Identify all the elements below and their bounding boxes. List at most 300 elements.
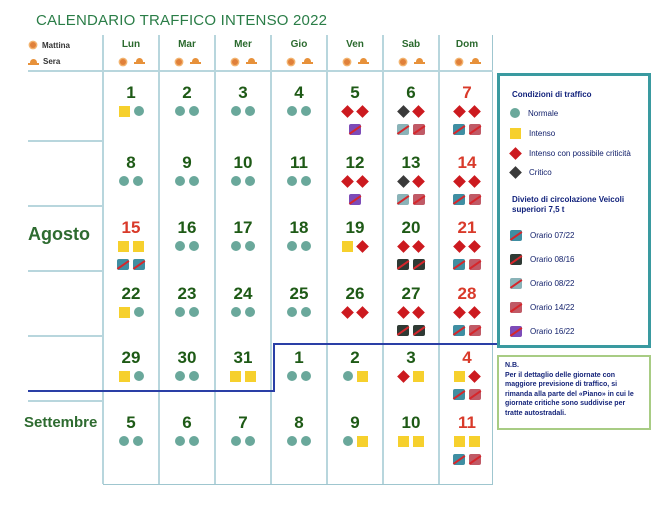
intense-square-icon	[454, 371, 465, 382]
normal-circle-icon	[175, 307, 185, 317]
normal-circle-icon	[189, 176, 199, 186]
normal-circle-icon	[189, 371, 199, 381]
traffic-symbols	[383, 307, 439, 318]
day-header-icons	[271, 57, 327, 67]
month-boundary-line	[275, 343, 497, 345]
day-number: 13	[401, 153, 421, 172]
day-number: 4	[462, 348, 472, 367]
normal-circle-icon	[287, 436, 297, 446]
day-cell	[327, 218, 383, 280]
day-number: 3	[406, 348, 416, 367]
ban-symbols	[439, 124, 495, 135]
intense-square-icon	[119, 371, 130, 382]
month-label-august: Agosto	[28, 224, 90, 244]
truck-ban-icon	[413, 259, 425, 270]
normal-circle-icon	[231, 241, 241, 251]
sun-icon	[398, 57, 408, 67]
traffic-symbols	[383, 371, 439, 382]
truck-ban-icon	[349, 124, 361, 135]
normal-circle-icon	[301, 436, 311, 446]
day-number: 20	[401, 218, 421, 237]
day-number: 16	[177, 218, 197, 237]
day-number: 18	[289, 218, 309, 237]
sunset-icon	[134, 57, 145, 64]
day-number: 23	[177, 284, 197, 303]
day-cell	[215, 218, 271, 280]
day-number: 28	[457, 284, 477, 303]
legend-item-intense: Intenso	[510, 128, 555, 139]
sunset-icon	[246, 57, 257, 64]
normal-circle-icon	[189, 241, 199, 251]
day-cell	[383, 413, 439, 475]
normal-circle-icon	[301, 371, 311, 381]
day-number: 11	[458, 413, 476, 432]
month-boundary-line	[273, 343, 275, 392]
normal-circle-icon	[245, 106, 255, 116]
day-cell	[103, 153, 159, 215]
truck-ban-icon	[397, 124, 409, 135]
day-cell	[439, 218, 495, 280]
critical-diamond-icon	[509, 166, 522, 179]
traffic-symbols	[439, 436, 495, 447]
truck-ban-icon	[510, 278, 522, 289]
day-cell	[215, 153, 271, 215]
normal-circle-icon	[287, 241, 297, 251]
truck-ban-icon	[397, 259, 409, 270]
critical-diamond-icon	[397, 105, 410, 118]
day-number: 31	[233, 348, 253, 367]
ban-symbols	[439, 259, 495, 270]
ban-symbols	[439, 389, 495, 400]
sunset-icon	[302, 57, 313, 64]
intense-critical-diamond-icon	[468, 306, 481, 319]
intense-critical-diamond-icon	[356, 306, 369, 319]
intense-square-icon	[398, 436, 409, 447]
intense-critical-diamond-icon	[356, 175, 369, 188]
traffic-symbols	[383, 241, 439, 252]
day-number: 9	[350, 413, 360, 432]
intense-critical-diamond-icon	[356, 240, 369, 253]
intense-critical-diamond-icon	[453, 105, 466, 118]
day-cell	[327, 348, 383, 410]
grid-line	[28, 400, 103, 402]
day-number: 10	[401, 413, 421, 432]
intense-square-icon	[230, 371, 241, 382]
day-cell	[103, 284, 159, 346]
normal-circle-icon	[189, 436, 199, 446]
day-number: 7	[462, 83, 472, 102]
day-header: Gio	[290, 39, 308, 50]
normal-circle-icon	[175, 106, 185, 116]
intense-critical-diamond-icon	[468, 370, 481, 383]
intense-critical-diamond-icon	[397, 240, 410, 253]
traffic-symbols	[327, 106, 383, 117]
day-cell	[103, 348, 159, 410]
day-number: 3	[238, 83, 248, 102]
day-cell	[103, 218, 159, 280]
truck-ban-icon	[453, 325, 465, 336]
intense-critical-diamond-icon	[453, 240, 466, 253]
truck-ban-icon	[413, 194, 425, 205]
normal-circle-icon	[510, 108, 520, 118]
day-number: 26	[345, 284, 365, 303]
traffic-symbols	[271, 307, 327, 317]
normal-circle-icon	[245, 436, 255, 446]
traffic-symbols	[159, 176, 215, 186]
day-header: Ven	[346, 39, 364, 50]
normal-circle-icon	[245, 176, 255, 186]
day-number: 1	[294, 348, 304, 367]
normal-circle-icon	[175, 241, 185, 251]
day-number: 1	[126, 83, 136, 102]
normal-circle-icon	[134, 307, 144, 317]
intense-critical-diamond-icon	[468, 175, 481, 188]
intense-square-icon	[413, 436, 424, 447]
normal-circle-icon	[343, 436, 353, 446]
truck-ban-icon	[453, 389, 465, 400]
ban-title: Divieto di circolazione Veicoli superiori 7,5 t	[512, 195, 625, 214]
day-number: 2	[182, 83, 192, 102]
normal-circle-icon	[189, 106, 199, 116]
normal-circle-icon	[134, 106, 144, 116]
intense-square-icon	[357, 436, 368, 447]
intense-critical-diamond-icon	[341, 306, 354, 319]
day-number: 6	[182, 413, 192, 432]
traffic-symbols	[103, 371, 159, 382]
day-cell	[271, 83, 327, 145]
traffic-symbols	[327, 307, 383, 318]
intense-critical-diamond-icon	[412, 306, 425, 319]
traffic-symbols	[215, 106, 271, 116]
normal-circle-icon	[189, 307, 199, 317]
truck-ban-icon	[510, 230, 522, 241]
normal-circle-icon	[119, 176, 129, 186]
traffic-legend-panel	[497, 73, 651, 348]
day-number: 8	[126, 153, 136, 172]
traffic-symbols	[383, 436, 439, 447]
day-number: 5	[350, 83, 360, 102]
day-cell	[159, 153, 215, 215]
traffic-symbols	[103, 436, 159, 446]
traffic-symbols	[439, 307, 495, 318]
truck-ban-icon	[413, 124, 425, 135]
day-number: 8	[294, 413, 304, 432]
intense-critical-diamond-icon	[341, 105, 354, 118]
ban-symbols	[439, 454, 495, 465]
traffic-symbols	[271, 241, 327, 251]
intense-critical-diamond-icon	[468, 240, 481, 253]
day-cell	[383, 83, 439, 145]
traffic-symbols	[439, 176, 495, 187]
truck-ban-icon	[453, 194, 465, 205]
grid-line	[28, 140, 103, 142]
day-number: 11	[290, 153, 308, 172]
grid-line	[28, 335, 103, 337]
day-cell	[383, 348, 439, 410]
day-number: 15	[121, 218, 141, 237]
day-cell	[271, 153, 327, 215]
ban-symbols	[103, 259, 159, 270]
day-cell	[215, 413, 271, 475]
truck-ban-icon	[133, 259, 145, 270]
day-number: 22	[121, 284, 141, 303]
truck-ban-icon	[469, 194, 481, 205]
intense-critical-diamond-icon	[412, 175, 425, 188]
normal-circle-icon	[287, 371, 297, 381]
truck-ban-icon	[453, 454, 465, 465]
note-box	[497, 355, 651, 430]
traffic-symbols	[159, 241, 215, 251]
normal-circle-icon	[301, 241, 311, 251]
sun-icon	[286, 57, 296, 67]
day-number: 12	[345, 153, 365, 172]
day-cell	[103, 83, 159, 145]
ban-symbols	[327, 194, 383, 205]
intense-critical-diamond-icon	[397, 306, 410, 319]
legend-item-ban-1422: Orario 14/22	[510, 302, 574, 313]
day-number: 29	[121, 348, 141, 367]
header-corner-legend	[28, 40, 103, 74]
legend-item-ban-1622: Orario 16/22	[510, 326, 574, 337]
traffic-symbols	[103, 307, 159, 318]
day-cell	[439, 153, 495, 215]
day-cell	[383, 153, 439, 215]
day-header-icons	[159, 57, 215, 67]
traffic-symbols	[215, 241, 271, 251]
sun-icon	[454, 57, 464, 67]
traffic-symbols	[383, 176, 439, 187]
day-header: Mar	[178, 39, 196, 50]
ban-symbols	[327, 124, 383, 135]
intense-critical-diamond-icon	[412, 240, 425, 253]
day-cell	[327, 83, 383, 145]
day-number: 17	[233, 218, 253, 237]
day-number: 27	[401, 284, 421, 303]
day-header: Lun	[121, 39, 141, 50]
normal-circle-icon	[301, 307, 311, 317]
normal-circle-icon	[134, 371, 144, 381]
legend-item-normal: Normale	[510, 108, 558, 118]
month-boundary-line	[28, 390, 275, 392]
intense-critical-diamond-icon	[356, 105, 369, 118]
sun-icon	[230, 57, 240, 67]
day-cell	[103, 413, 159, 475]
day-cell	[439, 83, 495, 145]
traffic-symbols	[383, 106, 439, 117]
month-label-september: Settembre	[24, 414, 98, 431]
day-number: 10	[233, 153, 253, 172]
intense-square-icon	[133, 241, 144, 252]
day-number: 30	[177, 348, 197, 367]
intense-critical-diamond-icon	[453, 175, 466, 188]
traffic-symbols	[271, 106, 327, 116]
legend-item-critical: Critico	[510, 167, 552, 178]
traffic-symbols	[439, 241, 495, 252]
traffic-symbols	[215, 436, 271, 446]
calendar-grid	[103, 35, 493, 485]
truck-ban-icon	[510, 302, 522, 313]
day-header-icons	[103, 57, 159, 67]
day-cell	[159, 413, 215, 475]
intense-square-icon	[119, 106, 130, 117]
normal-circle-icon	[133, 176, 143, 186]
sun-icon	[342, 57, 352, 67]
day-header: Dom	[455, 39, 479, 50]
traffic-symbols	[215, 176, 271, 186]
grid-line	[28, 270, 103, 272]
truck-ban-icon	[349, 194, 361, 205]
page-title: CALENDARIO TRAFFICO INTENSO 2022	[36, 12, 328, 29]
day-cell	[439, 348, 495, 410]
traffic-symbols	[327, 371, 383, 382]
day-number: 7	[238, 413, 248, 432]
day-cell	[271, 218, 327, 280]
day-cell	[271, 348, 327, 410]
morning-label: Mattina	[42, 40, 70, 50]
normal-circle-icon	[133, 436, 143, 446]
legend-item-ban-0822: Orario 08/22	[510, 278, 574, 289]
day-cell	[439, 413, 495, 475]
intense-critical-diamond-icon	[412, 105, 425, 118]
normal-circle-icon	[231, 106, 241, 116]
traffic-symbols	[439, 106, 495, 117]
intense-critical-diamond-icon	[397, 370, 410, 383]
normal-circle-icon	[119, 436, 129, 446]
normal-circle-icon	[231, 307, 241, 317]
intense-square-icon	[454, 436, 465, 447]
grid-line	[28, 70, 493, 72]
day-header: Mer	[234, 39, 252, 50]
traffic-symbols	[439, 371, 495, 382]
intense-square-icon	[357, 371, 368, 382]
day-cell	[383, 218, 439, 280]
normal-circle-icon	[287, 307, 297, 317]
intense-square-icon	[245, 371, 256, 382]
sun-icon	[174, 57, 184, 67]
normal-circle-icon	[175, 436, 185, 446]
traffic-symbols	[215, 371, 271, 382]
traffic-symbols	[271, 176, 327, 186]
normal-circle-icon	[175, 371, 185, 381]
normal-circle-icon	[301, 176, 311, 186]
day-cell	[327, 153, 383, 215]
day-number: 25	[289, 284, 309, 303]
day-cell	[159, 218, 215, 280]
normal-circle-icon	[231, 176, 241, 186]
ban-symbols	[383, 194, 439, 205]
ban-symbols	[383, 124, 439, 135]
sunset-icon	[470, 57, 481, 64]
day-number: 14	[457, 153, 477, 172]
traffic-symbols	[103, 176, 159, 186]
sunset-icon	[190, 57, 201, 64]
intense-square-icon	[510, 128, 521, 139]
day-number: 24	[233, 284, 253, 303]
sun-icon	[118, 57, 128, 67]
day-cell	[439, 284, 495, 346]
intense-square-icon	[469, 436, 480, 447]
traffic-symbols	[327, 176, 383, 187]
truck-ban-icon	[510, 326, 522, 337]
traffic-symbols	[271, 371, 327, 381]
traffic-symbols	[159, 436, 215, 446]
traffic-symbols	[103, 106, 159, 117]
day-number: 9	[182, 153, 192, 172]
day-cell	[383, 284, 439, 346]
day-cell	[159, 284, 215, 346]
traffic-symbols	[327, 241, 383, 252]
sunset-icon	[414, 57, 425, 64]
traffic-symbols	[159, 106, 215, 116]
day-header-icons	[439, 57, 495, 67]
day-number: 6	[406, 83, 416, 102]
day-cell	[159, 83, 215, 145]
truck-ban-icon	[469, 325, 481, 336]
ban-symbols	[383, 325, 439, 336]
day-number: 19	[345, 218, 365, 237]
normal-circle-icon	[287, 176, 297, 186]
traffic-symbols	[215, 307, 271, 317]
truck-ban-icon	[469, 389, 481, 400]
traffic-symbols	[103, 241, 159, 252]
normal-circle-icon	[287, 106, 297, 116]
day-number: 2	[350, 348, 360, 367]
ban-symbols	[383, 259, 439, 270]
day-cell	[327, 284, 383, 346]
sunset-icon	[358, 57, 369, 64]
truck-ban-icon	[510, 254, 522, 265]
legend-item-ban-0816: Orario 08/16	[510, 254, 574, 265]
traffic-symbols	[271, 436, 327, 446]
legend-item-ban-0722: Orario 07/22	[510, 230, 574, 241]
day-cell	[327, 413, 383, 475]
day-number: 21	[457, 218, 477, 237]
legend-item-intense-critical: Intenso con possibile criticità	[510, 148, 631, 159]
legend-title: Condizioni di traffico	[512, 90, 592, 99]
day-cell	[215, 348, 271, 410]
traffic-symbols	[159, 371, 215, 381]
day-header-icons	[215, 57, 271, 67]
note-heading: N.B.	[505, 362, 519, 369]
intense-critical-diamond-icon	[509, 147, 522, 160]
truck-ban-icon	[469, 259, 481, 270]
sun-icon	[28, 40, 38, 50]
day-number: 4	[294, 83, 304, 102]
intense-critical-diamond-icon	[468, 105, 481, 118]
day-header: Sab	[401, 39, 421, 50]
normal-circle-icon	[175, 176, 185, 186]
truck-ban-icon	[453, 259, 465, 270]
critical-diamond-icon	[397, 175, 410, 188]
truck-ban-icon	[469, 454, 481, 465]
normal-circle-icon	[343, 371, 353, 381]
intense-square-icon	[119, 307, 130, 318]
truck-ban-icon	[453, 124, 465, 135]
intense-square-icon	[342, 241, 353, 252]
ban-symbols	[439, 325, 495, 336]
day-cell	[215, 284, 271, 346]
traffic-symbols	[327, 436, 383, 447]
day-cell	[159, 348, 215, 410]
truck-ban-icon	[469, 124, 481, 135]
day-cell	[271, 413, 327, 475]
intense-square-icon	[413, 371, 424, 382]
traffic-symbols	[159, 307, 215, 317]
truck-ban-icon	[397, 325, 409, 336]
intense-critical-diamond-icon	[453, 306, 466, 319]
truck-ban-icon	[413, 325, 425, 336]
day-header-icons	[383, 57, 439, 67]
